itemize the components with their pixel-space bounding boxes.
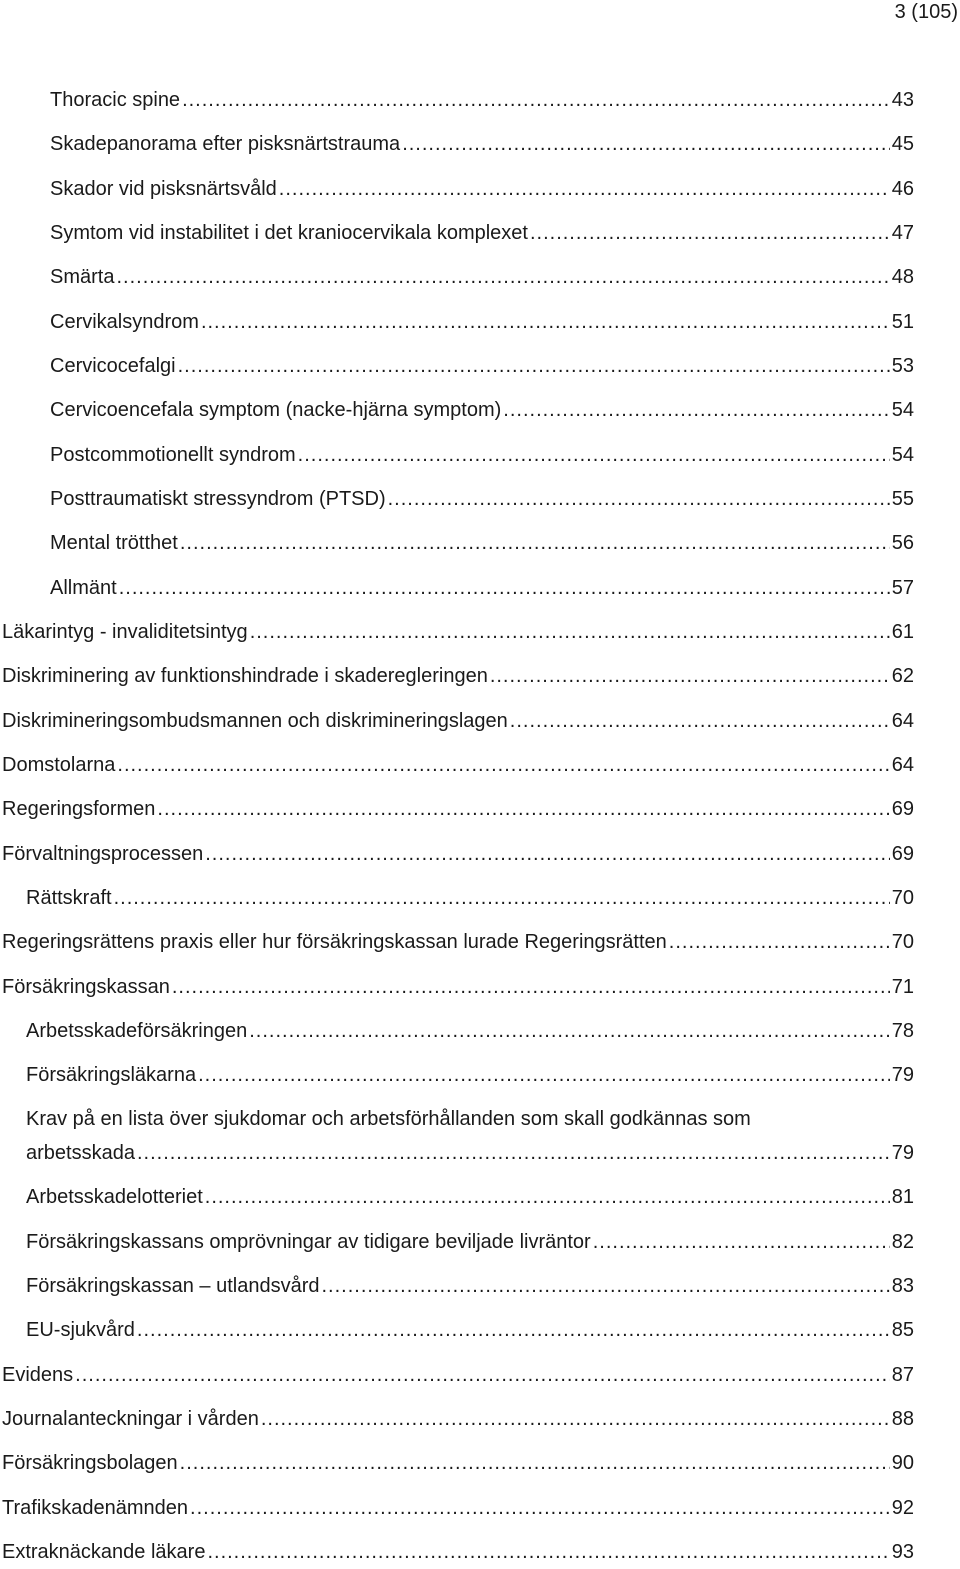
toc-leader-dots [669,926,890,959]
toc-leader-dots [207,1536,889,1569]
toc-entry-page: 93 [891,1541,914,1563]
toc-leader-dots [157,793,889,826]
toc-entry[interactable] [26,1270,914,1303]
toc-entry-title: Evidens [2,1364,74,1386]
toc-entry[interactable] [26,1181,914,1214]
toc-entry[interactable] [26,1137,914,1170]
toc-entry[interactable] [2,793,914,826]
toc-leader-dots [172,971,890,1004]
toc-entry-page: 51 [891,311,914,333]
toc-leader-dots [530,217,890,250]
toc-entry-title: Skador vid pisksnärtsvåld [50,178,277,200]
toc-entry[interactable] [26,1015,914,1048]
toc-entry[interactable] [50,261,914,294]
toc-entry[interactable] [50,394,914,427]
toc-entry-title: arbetsskada [26,1142,135,1164]
toc-leader-dots [503,394,889,427]
toc-entry-page: 70 [891,887,914,909]
toc-entry-page: 64 [891,710,914,732]
toc-leader-dots [180,527,890,560]
toc-entry-page: 79 [891,1064,914,1086]
toc-entry-title: Postcommotionellt syndrom [50,444,296,466]
toc-leader-dots [137,1137,890,1170]
toc-entry-page: 61 [891,621,914,643]
toc-entry[interactable] [2,749,914,782]
toc-entry-page: 55 [891,488,914,510]
toc-entry[interactable] [2,705,914,738]
toc-entry[interactable] [50,128,914,161]
toc-entry[interactable] [50,84,914,117]
toc-entry[interactable] [50,483,914,516]
toc-leader-dots [114,882,890,915]
toc-entry[interactable] [2,1492,914,1525]
toc-entry[interactable] [2,1447,914,1480]
toc-leader-dots [119,572,890,605]
toc-entry-title: Arbetsskadeförsäkringen [26,1020,248,1042]
toc-entry-title: Förvaltningsprocessen [2,843,204,865]
toc-entry-title: Rättskraft [26,887,112,909]
toc-leader-dots [261,1403,890,1436]
toc-entry-page: 88 [891,1408,914,1430]
toc-leader-dots [298,439,890,472]
toc-entry[interactable] [26,1059,914,1092]
toc-leader-dots [137,1314,890,1347]
toc-entry-title: Försäkringsbolagen [2,1452,178,1474]
toc-entry-page: 54 [891,444,914,466]
toc-entry[interactable] [2,838,914,871]
toc-entry-page: 79 [891,1142,914,1164]
toc-entry-title: Symtom vid instabilitet i det kraniocervikala komplexet [50,222,528,244]
toc-entry[interactable] [50,572,914,605]
toc-leader-dots [490,660,890,693]
toc-entry[interactable] [2,660,914,693]
toc-entry[interactable] [50,527,914,560]
toc-leader-dots [178,350,890,383]
toc-entry-page: 82 [891,1231,914,1253]
toc-entry[interactable] [50,217,914,250]
toc-leader-dots [402,128,890,161]
toc-entry-page: 48 [891,266,914,288]
toc-entry-page: 92 [891,1497,914,1519]
toc-leader-dots [250,616,890,649]
toc-entry-page: 69 [891,843,914,865]
toc-entry-title: Cervicocefalgi [50,355,176,377]
toc-entry[interactable] [2,1403,914,1436]
toc-entry-page: 70 [891,931,914,953]
toc-entry-page: 47 [891,222,914,244]
toc-leader-dots [182,84,890,117]
toc-entry-page: 78 [891,1020,914,1042]
toc-leader-dots [75,1359,890,1392]
toc-entry-title: Försäkringskassan – utlandsvård [26,1275,320,1297]
toc-leader-dots [205,1181,890,1214]
toc-entry-title: Cervicoencefala symptom (nacke-hjärna symptom) [50,399,502,421]
toc-entry[interactable] [2,616,914,649]
toc-leader-dots [388,483,890,516]
toc-entry-page: 87 [891,1364,914,1386]
toc-entry[interactable] [2,1536,914,1569]
toc-leader-dots [205,838,890,871]
toc-entry-title: Försäkringsläkarna [26,1064,197,1086]
toc-entry-page: 90 [891,1452,914,1474]
toc-leader-dots [116,261,889,294]
toc-leader-dots [117,749,889,782]
page-number: 3 (105) [894,1,958,23]
toc-leader-dots [201,306,890,339]
toc-entry-title: Trafikskadenämnden [2,1497,189,1519]
toc-entry-page: 62 [891,665,914,687]
toc-leader-dots [279,173,890,206]
toc-entry[interactable] [2,926,914,959]
toc-entry-title: Försäkringskassan [2,976,170,998]
toc-entry-page: 83 [891,1275,914,1297]
toc-entry-title: Regeringsformen [2,798,156,820]
toc-entry-page: 64 [891,754,914,776]
toc-entry[interactable] [50,173,914,206]
toc-entry-page: 81 [891,1186,914,1208]
toc-entry[interactable] [26,1314,914,1347]
toc-entry-title: Domstolarna [2,754,116,776]
toc-entry-title: Mental trötthet [50,532,178,554]
toc-entry-title: Arbetsskadelotteriet [26,1186,203,1208]
toc-entry-title: Posttraumatiskt stressyndrom (PTSD) [50,488,386,510]
toc-leader-dots [321,1270,889,1303]
toc-entry-page: 43 [891,89,914,111]
toc-entry-page: 71 [891,976,914,998]
toc-leader-dots [593,1226,890,1259]
toc-entry[interactable] [2,971,914,1004]
toc-entry-page: 69 [891,798,914,820]
toc-entry-title: Thoracic spine [50,89,181,111]
toc-leader-dots [190,1492,890,1525]
toc-entry-title: Journalanteckningar i vården [2,1408,259,1430]
toc-entry-page: 85 [891,1319,914,1341]
toc-leader-dots [180,1447,890,1480]
toc-entry-page: 46 [891,178,914,200]
toc-leader-dots [198,1059,890,1092]
toc-entry-title: EU-sjukvård [26,1319,135,1341]
toc-entry-page: 56 [891,532,914,554]
toc-entry-title: Diskriminering av funktionshindrade i skaderegleringen [2,665,488,687]
toc-entry-page: 53 [891,355,914,377]
toc-entry-title: Cervikalsyndrom [50,311,199,333]
toc-entry-title: Extraknäckande läkare [2,1541,206,1563]
toc-entry-page: 57 [891,577,914,599]
toc-entry-title: Läkarintyg - invaliditetsintyg [2,621,248,643]
toc-entry-page: 54 [891,399,914,421]
toc-leader-dots [510,705,890,738]
toc-entry[interactable] [26,1226,914,1259]
toc-entry[interactable] [50,439,914,472]
toc-entry-title: Allmänt [50,577,117,599]
toc-entry-title-line1[interactable]: Krav på en lista över sjukdomar och arbetsförhållanden som skall godkännas som [26,1108,751,1130]
toc-entry-title: Regeringsrättens praxis eller hur försäkringskassan lurade Regeringsrätten [2,931,667,953]
toc-entry-title: Smärta [50,266,115,288]
toc-entry[interactable] [50,306,914,339]
toc-entry-title: Diskrimineringsombudsmannen och diskrimineringslagen [2,710,508,732]
toc-entry-title: Skadepanorama efter pisksnärtstrauma [50,133,401,155]
toc-entry-title: Försäkringskassans omprövningar av tidigare beviljade livräntor [26,1231,591,1253]
toc-entry-page: 45 [891,133,914,155]
toc-entry[interactable] [26,882,914,915]
toc-entry[interactable] [50,350,914,383]
toc-entry[interactable] [2,1359,914,1392]
toc-leader-dots [249,1015,890,1048]
